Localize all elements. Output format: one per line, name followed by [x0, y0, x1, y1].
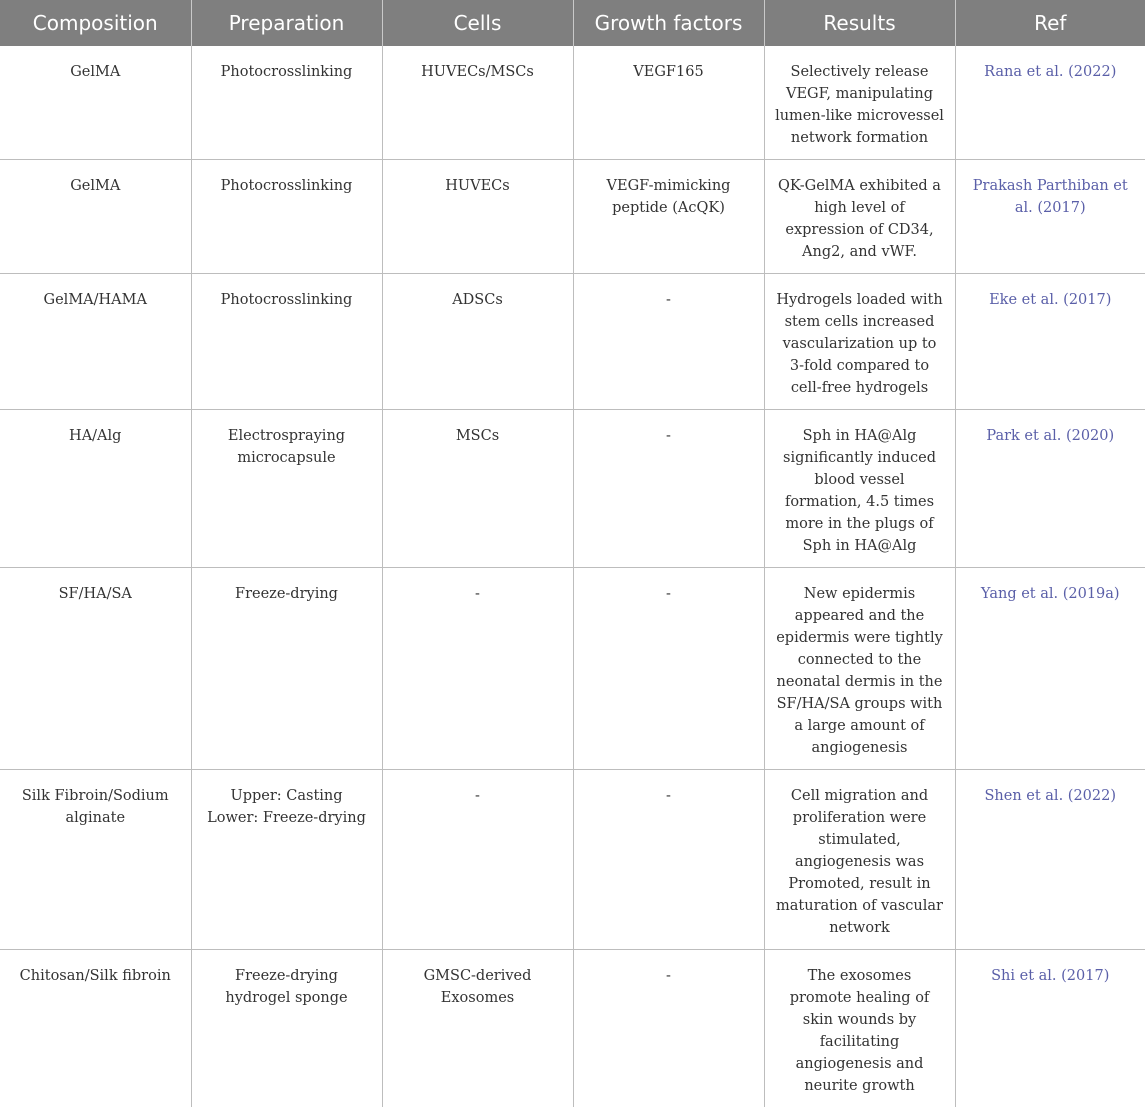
header-growth-factors: Growth factors [573, 0, 764, 46]
cell-cells: - [382, 770, 573, 950]
cell-composition: GelMA [0, 160, 191, 274]
ref-link[interactable]: Yang et al. (2019a) [955, 568, 1145, 770]
cell-growth-factors: VEGF-mimicking peptide (AcQK) [573, 160, 764, 274]
cell-growth-factors: - [573, 410, 764, 568]
cell-composition: GelMA [0, 46, 191, 160]
ref-link[interactable]: Prakash Parthiban et al. (2017) [955, 160, 1145, 274]
table-row [0, 950, 1145, 1107]
table-header-row [0, 0, 1145, 46]
table-row [0, 160, 1145, 274]
cell-results: QK-GelMA exhibited a high level of expression of CD34, Ang2, and vWF. [764, 160, 955, 274]
cell-growth-factors: - [573, 274, 764, 410]
cell-cells: GMSC-derived Exosomes [382, 950, 573, 1107]
cell-results: New epidermis appeared and the epidermis were tightly connected to the neonatal dermis in the SF/HA/SA groups with a large amount of angiogenesis [764, 568, 955, 770]
header-ref: Ref [955, 0, 1145, 46]
cell-preparation: Freeze-drying hydrogel sponge [191, 950, 382, 1107]
cell-preparation: Photocrosslinking [191, 160, 382, 274]
cell-preparation: Electrospraying microcapsule [191, 410, 382, 568]
header-results: Results [764, 0, 955, 46]
cell-results: Cell migration and proliferation were stimulated, angiogenesis was Promoted, result in maturation of vascular network [764, 770, 955, 950]
cell-cells: ADSCs [382, 274, 573, 410]
table-row [0, 410, 1145, 568]
cell-growth-factors: - [573, 770, 764, 950]
cell-cells: HUVECs [382, 160, 573, 274]
cell-preparation: Photocrosslinking [191, 46, 382, 160]
table-row [0, 568, 1145, 770]
header-preparation: Preparation [191, 0, 382, 46]
ref-link[interactable]: Park et al. (2020) [955, 410, 1145, 568]
cell-cells: - [382, 568, 573, 770]
cell-growth-factors: - [573, 568, 764, 770]
cell-growth-factors: - [573, 950, 764, 1107]
cell-results: The exosomes promote healing of skin wounds by facilitating angiogenesis and neurite growth [764, 950, 955, 1107]
cell-cells: HUVECs/MSCs [382, 46, 573, 160]
cell-composition: HA/Alg [0, 410, 191, 568]
header-composition: Composition [0, 0, 191, 46]
cell-composition: Silk Fibroin/Sodium alginate [0, 770, 191, 950]
cell-composition: SF/HA/SA [0, 568, 191, 770]
ref-link[interactable]: Shen et al. (2022) [955, 770, 1145, 950]
cell-composition: Chitosan/Silk fibroin [0, 950, 191, 1107]
cell-preparation: Photocrosslinking [191, 274, 382, 410]
table-row [0, 46, 1145, 160]
cell-results: Hydrogels loaded with stem cells increased vascularization up to 3-fold compared to cell-free hydrogels [764, 274, 955, 410]
cell-composition: GelMA/HAMA [0, 274, 191, 410]
ref-link[interactable]: Eke et al. (2017) [955, 274, 1145, 410]
cell-results: Selectively release VEGF, manipulating lumen-like microvessel network formation [764, 46, 955, 160]
cell-cells: MSCs [382, 410, 573, 568]
cell-preparation: Upper: Casting Lower: Freeze-drying [191, 770, 382, 950]
ref-link[interactable]: Shi et al. (2017) [955, 950, 1145, 1107]
cell-preparation: Freeze-drying [191, 568, 382, 770]
header-cells: Cells [382, 0, 573, 46]
cell-results: Sph in HA@Alg significantly induced blood vessel formation, 4.5 times more in the plugs of Sph in HA@Alg [764, 410, 955, 568]
table-row [0, 274, 1145, 410]
table-row [0, 770, 1145, 950]
ref-link[interactable]: Rana et al. (2022) [955, 46, 1145, 160]
cell-growth-factors: VEGF165 [573, 46, 764, 160]
